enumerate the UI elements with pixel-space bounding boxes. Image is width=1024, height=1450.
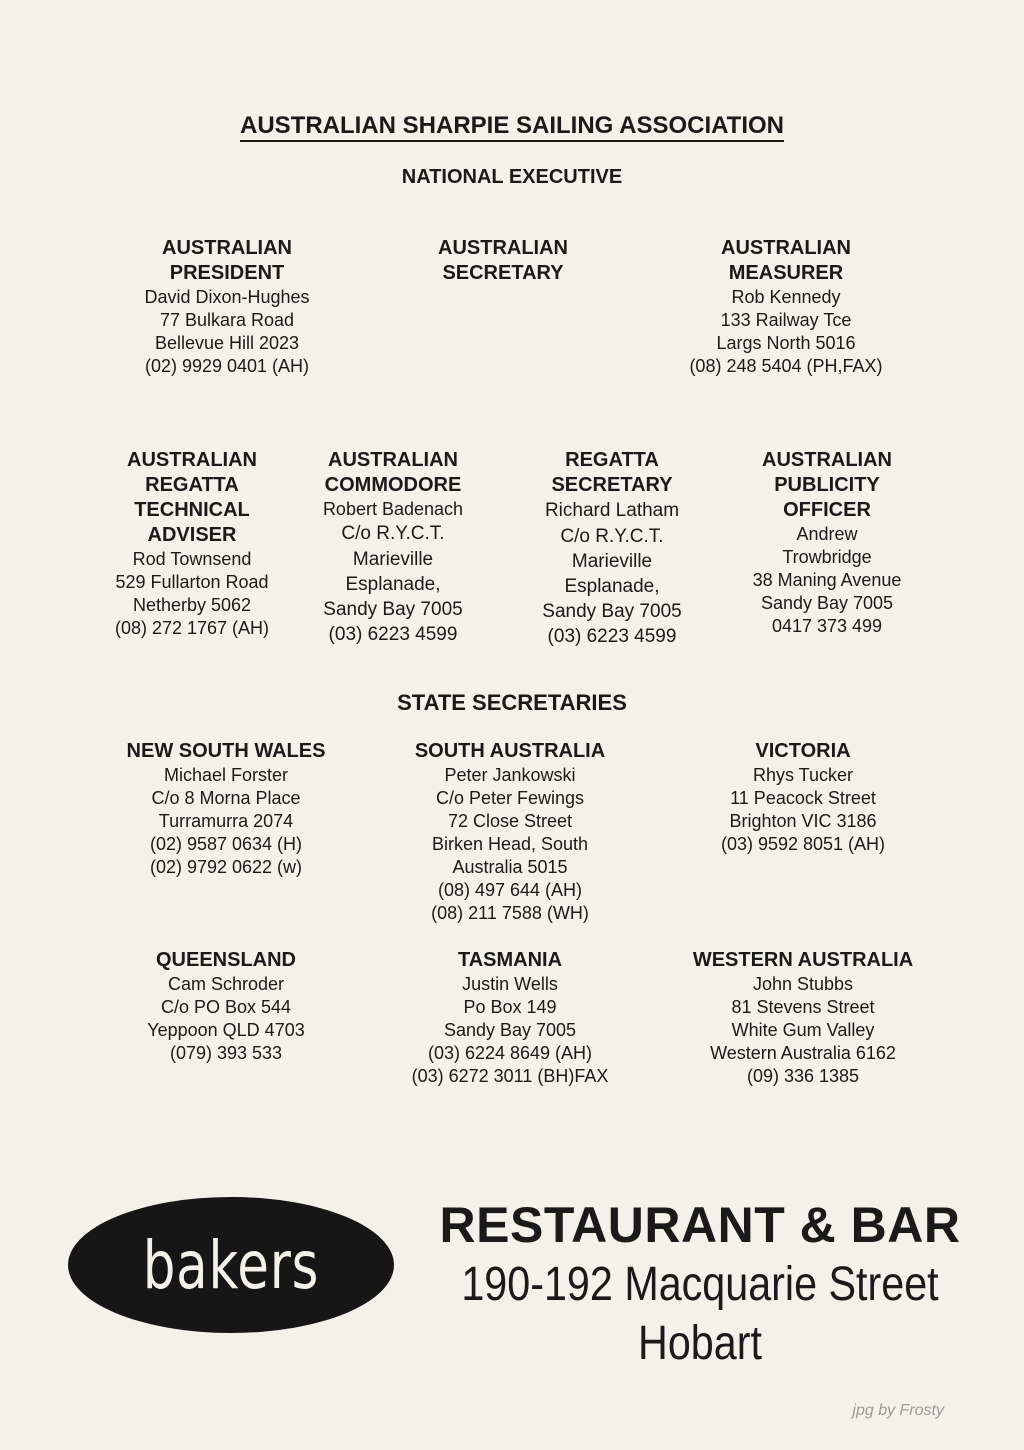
contact-line: 81 Stevens Street xyxy=(731,997,875,1017)
role-line: SECRETARY xyxy=(442,262,564,284)
contact-line: Esplanade, xyxy=(564,576,660,597)
contact-line: C/o R.Y.C.T. xyxy=(560,526,664,547)
contact-line: (079) 393 533 xyxy=(169,1043,283,1063)
contact-line: Rod Townsend xyxy=(132,549,252,569)
role-line: AUSTRALIAN xyxy=(762,449,892,471)
contact-line: C/o PO Box 544 xyxy=(160,997,292,1017)
state-qld xyxy=(96,948,356,1065)
contact-line: Largs North 5016 xyxy=(716,333,856,353)
contact-line: Sandy Bay 7005 xyxy=(443,1020,577,1040)
role-line: AUSTRALIAN xyxy=(162,237,292,259)
contact-line: Marieville xyxy=(571,551,653,572)
contact-line: Sandy Bay 7005 xyxy=(323,599,463,620)
contact-line: Rhys Tucker xyxy=(752,765,854,785)
contact-line: (08) 211 7588 (WH) xyxy=(431,903,589,923)
national-executive-heading: NATIONAL EXECUTIVE xyxy=(401,166,623,188)
contact-line: 72 Close Street xyxy=(447,811,573,831)
exec-technical-adviser xyxy=(92,448,292,640)
contact-line: 133 Railway Tce xyxy=(720,310,852,330)
contact-line: Peter Jankowski xyxy=(444,765,576,785)
contact-line: (03) 6223 4599 xyxy=(547,626,677,647)
state-secretaries-heading: STATE SECRETARIES xyxy=(397,690,627,715)
contact-line: 11 Peacock Street xyxy=(730,788,876,808)
role-line: AUSTRALIAN xyxy=(721,237,851,259)
exec-measurer xyxy=(656,236,916,378)
contact-line: (08) 497 644 (AH) xyxy=(437,880,583,900)
state-name: QUEENSLAND xyxy=(155,949,296,971)
role-line: TECHNICAL xyxy=(134,499,250,521)
role-line: COMMODORE xyxy=(324,474,462,496)
role-line: SECRETARY xyxy=(551,474,673,496)
contact-line: Michael Forster xyxy=(163,765,289,785)
contact-line: (03) 6224 8649 (AH) xyxy=(427,1043,593,1063)
contact-line: Po Box 149 xyxy=(463,997,557,1017)
contact-line: Birken Head, South xyxy=(431,834,589,854)
contact-line: Turramurra 2074 xyxy=(158,811,294,831)
contact-line: Rob Kennedy xyxy=(731,287,841,307)
contact-line: Cam Schroder xyxy=(167,974,285,994)
contact-line: Justin Wells xyxy=(462,974,558,994)
role-line: PUBLICITY xyxy=(774,474,880,496)
state-tas xyxy=(380,948,640,1088)
contact-line: (02) 9792 0622 (w) xyxy=(149,857,303,877)
contact-line: Australia 5015 xyxy=(452,857,568,877)
ad-city: Hobart xyxy=(638,1317,762,1370)
contact-line: Sandy Bay 7005 xyxy=(542,601,682,622)
contact-line: (08) 272 1767 (AH) xyxy=(114,618,270,638)
contact-line: Sandy Bay 7005 xyxy=(760,593,894,613)
bakers-logo xyxy=(68,1197,394,1333)
contact-line: Netherby 5062 xyxy=(132,595,252,615)
association-title: AUSTRALIAN SHARPIE SAILING ASSOCIATION xyxy=(0,112,1024,140)
state-name: SOUTH AUSTRALIA xyxy=(414,740,606,762)
contact-line: Yeppoon QLD 4703 xyxy=(147,1020,305,1040)
contact-line: Robert Badenach xyxy=(322,499,464,519)
contact-line: Trowbridge xyxy=(782,547,872,567)
contact-line: (08) 248 5404 (PH,FAX) xyxy=(689,356,883,376)
scan-credit: jpg by Frosty xyxy=(852,1402,944,1419)
state-name: TASMANIA xyxy=(457,949,563,971)
ad-headline: RESTAURANT & BAR xyxy=(439,1197,961,1253)
exec-regatta-secretary xyxy=(512,448,712,649)
state-name: VICTORIA xyxy=(755,740,851,762)
role-line: OFFICER xyxy=(783,499,871,521)
ad-address: 190-192 Macquarie Street xyxy=(461,1258,939,1311)
state-name: WESTERN AUSTRALIA xyxy=(692,949,914,971)
contact-line: David Dixon-Hughes xyxy=(144,287,310,307)
contact-line: C/o Peter Fewings xyxy=(435,788,585,808)
role-line: REGATTA xyxy=(145,474,239,496)
state-sa xyxy=(380,739,640,925)
contact-line: Esplanade, xyxy=(345,574,441,595)
state-wa xyxy=(673,948,933,1088)
contact-line: (03) 6272 3011 (BH)FAX xyxy=(411,1066,609,1086)
role-line: AUSTRALIAN xyxy=(328,449,458,471)
contact-line: C/o 8 Morna Place xyxy=(151,788,301,808)
contact-line: (03) 9592 8051 (AH) xyxy=(720,834,886,854)
contact-line: Brighton VIC 3186 xyxy=(729,811,877,831)
role-line: AUSTRALIAN xyxy=(127,449,257,471)
exec-president xyxy=(97,236,357,378)
contact-line: Richard Latham xyxy=(544,500,680,521)
exec-secretary xyxy=(373,236,633,286)
role-line: AUSTRALIAN xyxy=(438,237,568,259)
role-line: ADVISER xyxy=(147,524,237,546)
contact-line: 529 Fullarton Road xyxy=(115,572,269,592)
exec-publicity-officer xyxy=(727,448,927,638)
contact-line: C/o R.Y.C.T. xyxy=(341,523,445,544)
contact-line: White Gum Valley xyxy=(731,1020,875,1040)
contact-line: John Stubbs xyxy=(752,974,854,994)
contact-line: (03) 6223 4599 xyxy=(328,624,458,645)
contact-line: 38 Maning Avenue xyxy=(752,570,902,590)
state-name: NEW SOUTH WALES xyxy=(126,740,326,762)
contact-line: (02) 9929 0401 (AH) xyxy=(144,356,310,376)
contact-line: Western Australia 6162 xyxy=(710,1043,896,1063)
contact-line: (09) 336 1385 xyxy=(746,1066,860,1086)
bakers-logo-text: bakers xyxy=(142,1226,320,1304)
contact-line: 77 Bulkara Road xyxy=(159,310,295,330)
state-vic xyxy=(673,739,933,856)
state-nsw xyxy=(96,739,356,879)
contact-line: Andrew xyxy=(796,524,858,544)
role-line: REGATTA xyxy=(565,449,659,471)
contact-line: 0417 373 499 xyxy=(771,616,883,636)
role-line: PRESIDENT xyxy=(169,262,285,284)
exec-commodore xyxy=(293,448,493,647)
contact-line: Marieville xyxy=(352,549,434,570)
contact-line: Bellevue Hill 2023 xyxy=(154,333,300,353)
role-line: MEASURER xyxy=(728,262,844,284)
contact-line: (02) 9587 0634 (H) xyxy=(149,834,303,854)
